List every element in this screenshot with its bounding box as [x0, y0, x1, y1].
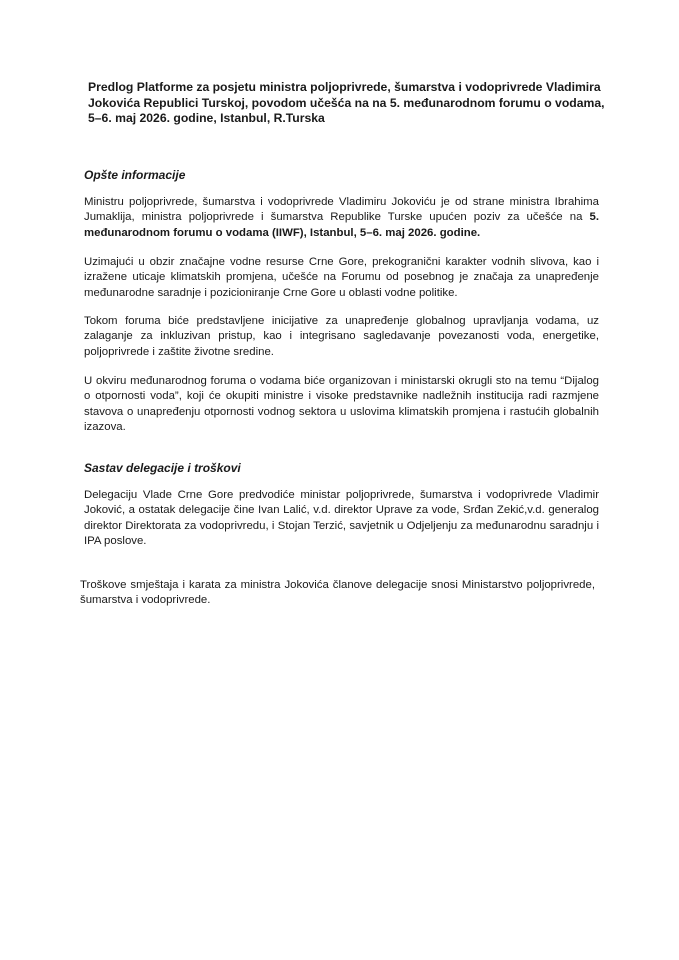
paragraph-forum-initiatives: Tokom foruma biće predstavljene inicijative za unapređenje globalnog upravljanja vodama, uz zalaganje za inkluzivan pristup, kao i integrisano sagledavanje povezanosti voda, energetike, poljoprivrede i zaštite životne sredine.: [84, 315, 599, 358]
section-heading-delegation: Sastav delegacije i troškovi: [84, 461, 241, 475]
section-heading-general-info: Opšte informacije: [84, 168, 186, 182]
paragraph-costs: Troškove smještaja i karata za ministra Jokovića članove delegacije snosi Ministarstvo poljoprivrede, šumarstva i vodoprivrede.: [80, 579, 595, 607]
paragraph-invitation-text: Ministru poljoprivrede, šumarstva i vodoprivrede Vladimiru Jokoviću je od strane ministra Ibrahima Jumaklija, ministra poljoprivrede i šumarstva Republike Turske upućen poziv za učešće na: [84, 196, 599, 224]
document-title: Predlog Platforme za posjetu ministra poljoprivrede, šumarstva i vodoprivrede Vladimira Jokovića Republici Turskoj, povodom učešća na na 5. međunarodnom forumu o vodama, 5–6. maj 2026. godine, Istanbul, R.Turska: [88, 80, 605, 125]
paragraph-invitation: [84, 195, 599, 241]
paragraph-water-resources: Uzimajući u obzir značajne vodne resurse Crne Gore, prekogranični karakter vodnih slivova, kao i izražene uticaje klimatskih promjena, učešće na Forumu od posebnog je značaja za unapređenje međunarodne saradnje i pozicioniranje Crne Gore u oblasti vodne politike.: [84, 256, 599, 299]
paragraph-delegation: Delegaciju Vlade Crne Gore predvodiće ministar poljoprivrede, šumarstva i vodoprivrede Vladimir Joković, a ostatak delegacije čine Ivan Lalić, v.d. direktor Uprave za vode, Srđan Zekić,v.d. generalog direktor Direktorata za vodoprivredu, i Stojan Terzić, savjetnik u Odjeljenju za međunarodnu saradnju i IPA poslove.: [84, 489, 599, 548]
paragraph-invitation-bold: 5. međunarodnom forumu o vodama (IIWF), Istanbul, 5–6. maj 2026. godine.: [84, 211, 599, 239]
paragraph-roundtable: U okviru međunarodnog foruma o vodama biće organizovan i ministarski okrugli sto na temu “Dijalog o otpornosti voda”, koji će okupiti ministre i visoke predstavnike nadležnih institucija radi razmjene stavova o unapređenju otpornosti vodnog sektora u uslovima klimatskih promjena i rastućih globalnih izazova.: [84, 375, 599, 434]
